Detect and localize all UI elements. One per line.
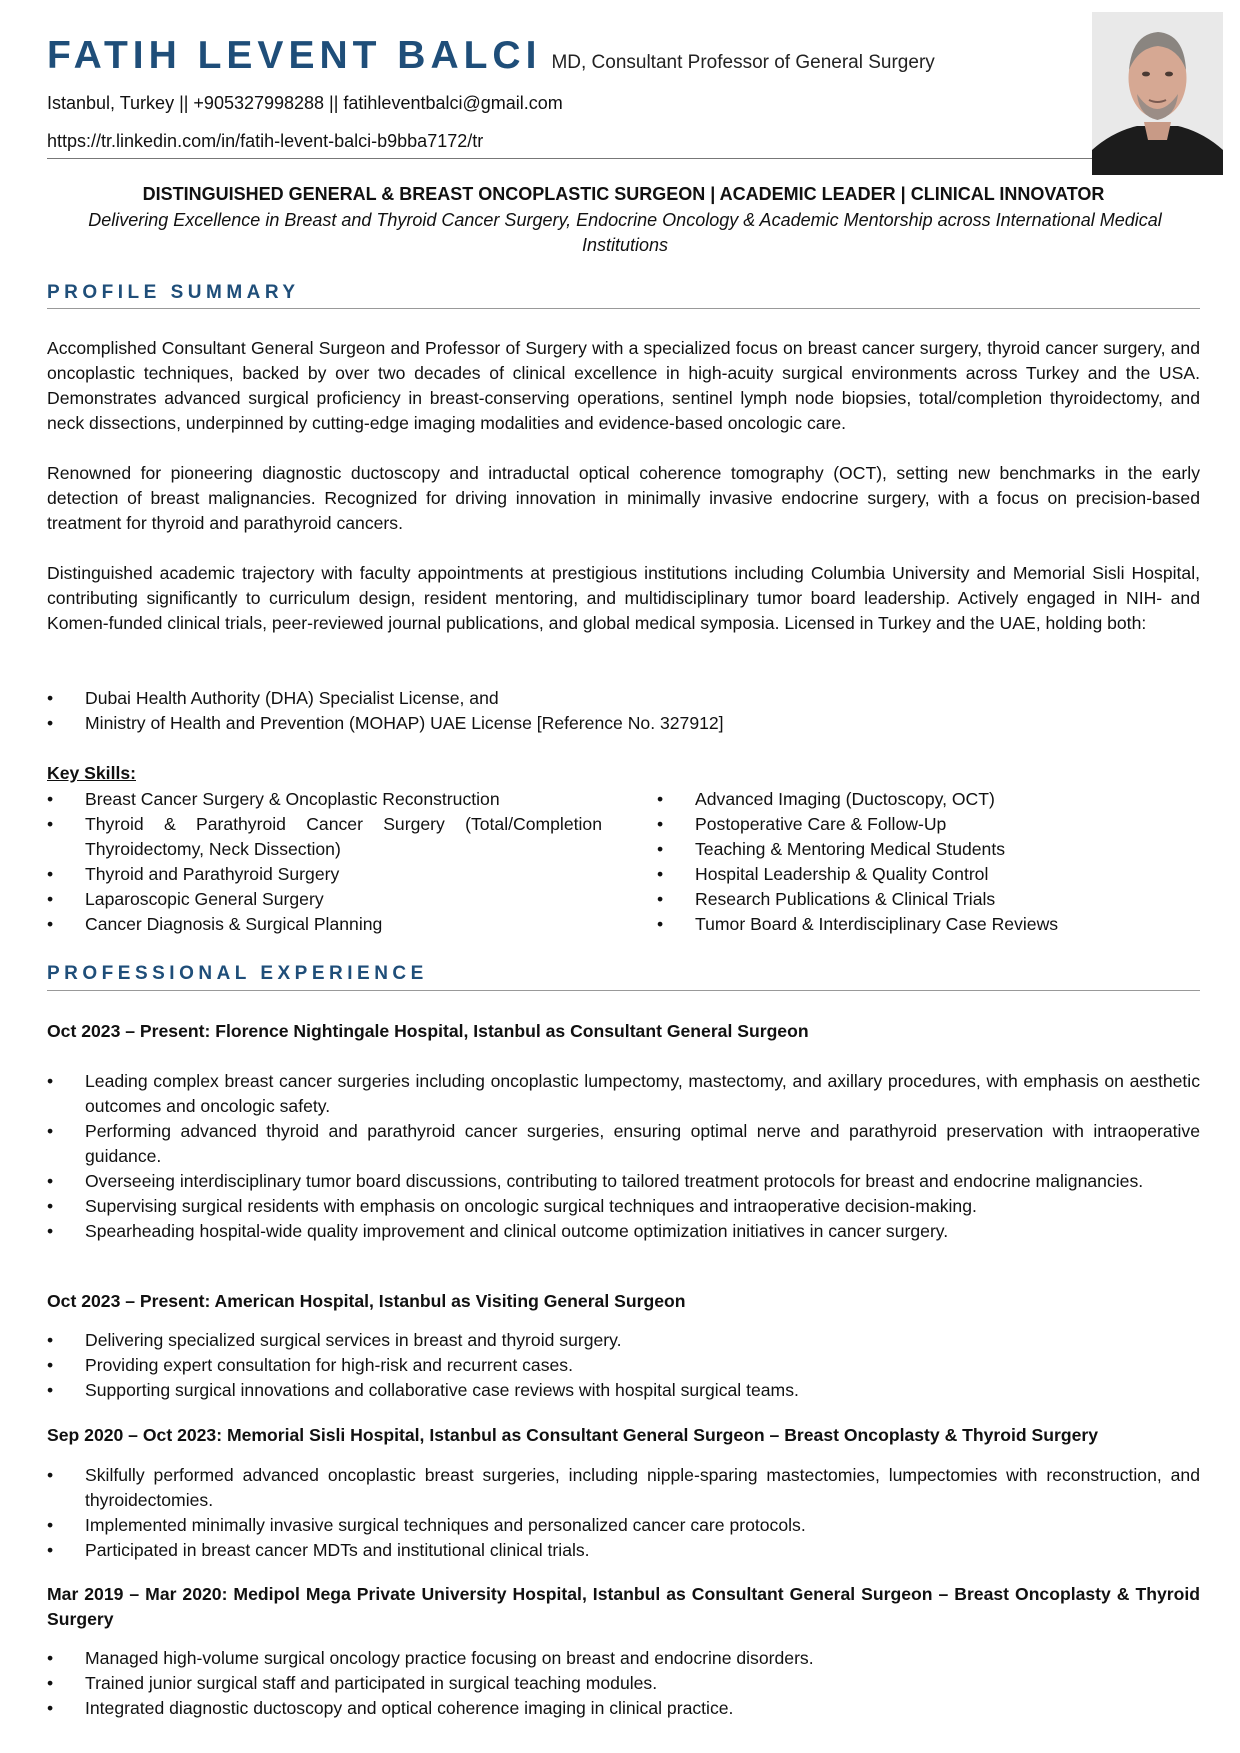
list-item [47,1069,1200,1119]
skill-text: Postoperative Care & Follow-Up [695,814,947,834]
portrait-image [1092,12,1223,175]
license-text: Ministry of Health and Prevention (MOHAP) UAE License [Reference No. 327912] [85,713,724,733]
license-text: Dubai Health Authority (DHA) Specialist License, and [85,688,499,708]
skill-text: Hospital Leadership & Quality Control [695,864,989,884]
bullet-icon: • [47,1673,54,1693]
list-item [47,1328,1200,1353]
list-item [657,787,1200,812]
list-item [47,862,602,887]
list-item [657,862,1200,887]
experience-heading: PROFESSIONAL EXPERIENCE [47,963,428,984]
candidate-name: FATIH LEVENT BALCI [47,34,542,77]
profile-summary-heading: PROFILE SUMMARY [47,282,300,303]
list-item [657,812,1200,837]
candidate-title: MD, Consultant Professor of General Surgery [551,52,935,73]
header-divider [47,158,1092,159]
list-item [47,1194,1200,1219]
headline: DISTINGUISHED GENERAL & BREAST ONCOPLASTIC SURGEON | ACADEMIC LEADER | CLINICAL INNOVATOR [142,184,1105,204]
list-item [47,1696,1200,1721]
duty-text: Leading complex breast cancer surgeries including oncoplastic lumpectomy, mastectomy, and axillary procedures, with emphasis on aesthetic outcomes and oncologic safety. [85,1071,1200,1116]
duty-text: Integrated diagnostic ductoscopy and optical coherence imaging in clinical practice. [85,1698,734,1718]
job-title-1: Oct 2023 – Present: Florence Nightingale Hospital, Istanbul as Consultant General Surgeon [47,1021,809,1041]
list-item [47,1119,1200,1169]
skill-text: Teaching & Mentoring Medical Students [695,839,1006,859]
profile-paragraph-3: Distinguished academic trajectory with faculty appointments at prestigious institutions including Columbia University and Memorial Sisli Hospital, contributing significantly to curriculum design, resident mentoring, and multidisciplinary tumor board leadership. Actively engaged in NIH- and Komen-funded clinical trials, peer-reviewed journal publications, and global medical symposia. Licensed in Turkey and the UAE, holding both: [47,563,1200,633]
skill-text: Breast Cancer Surgery & Oncoplastic Reconstruction [85,789,500,809]
skill-text: Research Publications & Clinical Trials [695,889,996,909]
skill-text: Advanced Imaging (Ductoscopy, OCT) [695,789,995,809]
skill-text: Thyroid & Parathyroid Cancer Surgery (Total/Completion Thyroidectomy, Neck Dissection) [85,814,602,859]
list-item [47,1219,1200,1244]
list-item [47,711,1200,736]
list-item [47,1513,1200,1538]
bullet-icon: • [47,1196,54,1216]
experience-divider [47,990,1200,991]
bullet-icon: • [47,688,54,708]
bullet-icon: • [657,889,664,909]
linkedin-url: https://tr.linkedin.com/in/fatih-levent-balci-b9bba7172/tr [47,131,484,151]
skill-text: Tumor Board & Interdisciplinary Case Reviews [695,914,1059,934]
bullet-icon: • [47,864,54,884]
job-4-duties [47,1646,1200,1721]
list-item [47,812,602,862]
list-item [47,1169,1200,1194]
bullet-icon: • [47,1648,54,1668]
job-title-4: Mar 2019 – Mar 2020: Medipol Mega Private University Hospital, Istanbul as Consultant General Surgeon – Breast Oncoplasty & Thyroid Surgery [47,1584,1200,1629]
bullet-icon: • [657,789,664,809]
bullet-icon: • [47,1330,54,1350]
job-title-3: Sep 2020 – Oct 2023: Memorial Sisli Hospital, Istanbul as Consultant General Surgeon – Breast Oncoplasty & Thyroid Surgery [47,1425,1099,1445]
bullet-icon: • [47,1465,54,1485]
name-line [47,34,1087,78]
duty-text: Delivering specialized surgical services in breast and thyroid surgery. [85,1330,622,1350]
list-item [47,1538,1200,1563]
list-item [47,912,602,937]
job-2-duties [47,1328,1200,1403]
bullet-icon: • [657,814,664,834]
list-item [47,1646,1200,1671]
duty-text: Trained junior surgical staff and participated in surgical teaching modules. [85,1673,658,1693]
bullet-icon: • [47,1698,54,1718]
list-item [657,912,1200,937]
bullet-icon: • [47,814,54,834]
bullet-icon: • [47,1121,54,1141]
skill-text: Thyroid and Parathyroid Surgery [85,864,340,884]
skills-list-right [657,787,1200,937]
duty-text: Skilfully performed advanced oncoplastic breast surgeries, including nipple-sparing mastectomies, lumpectomies with reconstruction, and thyroidectomies. [85,1465,1200,1510]
bullet-icon: • [657,864,664,884]
job-1-duties [47,1069,1200,1244]
duty-text: Managed high-volume surgical oncology practice focusing on breast and endocrine disorders. [85,1648,814,1668]
duty-text: Participated in breast cancer MDTs and institutional clinical trials. [85,1540,590,1560]
bullet-icon: • [47,713,54,733]
license-list [47,686,1200,736]
skills-list-left [47,787,602,937]
duty-text: Providing expert consultation for high-risk and recurrent cases. [85,1355,573,1375]
list-item [47,686,1200,711]
bullet-icon: • [657,914,664,934]
bullet-icon: • [47,889,54,909]
job-3-duties [47,1463,1200,1563]
list-item [47,1671,1200,1696]
key-skills-label: Key Skills: [47,763,136,783]
bullet-icon: • [47,1380,54,1400]
bullet-icon: • [47,1221,54,1241]
profile-paragraph-2: Renowned for pioneering diagnostic ductoscopy and intraductal optical coherence tomography (OCT), setting new benchmarks in the early detection of breast malignancies. Recognized for driving innovation in minimally invasive endocrine surgery, with a focus on precision-based treatment for thyroid and parathyroid cancers. [47,463,1200,533]
profile-paragraph-1: Accomplished Consultant General Surgeon and Professor of Surgery with a specialized focus on breast cancer surgery, thyroid cancer surgery, and oncoplastic techniques, backed by over two decades of clinical excellence in high-acuity surgical environments across Turkey and the USA. Demonstrates advanced surgical proficiency in breast-conserving operations, sentinel lymph node biopsies, total/completion thyroidectomy, and neck dissections, underpinned by cutting-edge imaging modalities and evidence-based oncologic care. [47,338,1200,433]
list-item [657,887,1200,912]
subheadline: Delivering Excellence in Breast and Thyroid Cancer Surgery, Endocrine Oncology & Academic Mentorship across International Medical Institutions [88,210,1162,255]
resume-header [47,34,1087,78]
bullet-icon: • [47,914,54,934]
bullet-icon: • [47,1515,54,1535]
bullet-icon: • [47,789,54,809]
list-item [47,1463,1200,1513]
duty-text: Overseeing interdisciplinary tumor board discussions, contributing to tailored treatment protocols for breast and endocrine malignancies. [85,1171,1144,1191]
list-item [657,837,1200,862]
skill-text: Cancer Diagnosis & Surgical Planning [85,914,383,934]
duty-text: Implemented minimally invasive surgical techniques and personalized cancer care protocols. [85,1515,806,1535]
list-item [47,787,602,812]
duty-text: Supervising surgical residents with emphasis on oncologic surgical techniques and intraoperative decision-making. [85,1196,977,1216]
duty-text: Supporting surgical innovations and collaborative case reviews with hospital surgical teams. [85,1380,799,1400]
list-item [47,1353,1200,1378]
profile-photo [1092,12,1223,175]
bullet-icon: • [47,1071,54,1091]
bullet-icon: • [47,1355,54,1375]
profile-summary-divider [47,308,1200,309]
bullet-icon: • [657,839,664,859]
list-item [47,887,602,912]
contact-line: Istanbul, Turkey || +905327998288 || fatihleventbalci@gmail.com [47,93,563,113]
duty-text: Spearheading hospital-wide quality improvement and clinical outcome optimization initiatives in cancer surgery. [85,1221,949,1241]
job-title-2: Oct 2023 – Present: American Hospital, Istanbul as Visiting General Surgeon [47,1291,686,1311]
bullet-icon: • [47,1540,54,1560]
list-item [47,1378,1200,1403]
skill-text: Laparoscopic General Surgery [85,889,324,909]
bullet-icon: • [47,1171,54,1191]
duty-text: Performing advanced thyroid and parathyroid cancer surgeries, ensuring optimal nerve and parathyroid preservation with intraoperative guidance. [85,1121,1200,1166]
